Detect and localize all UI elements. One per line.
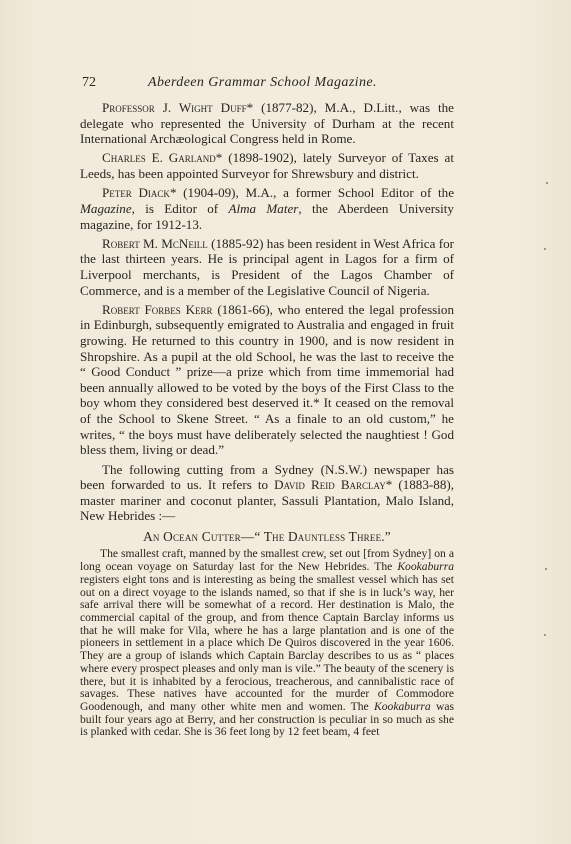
paragraph-text: (1877-82), M.A., D.Litt., was the delegate who represented the University of Durham at the recent International Archæological Congress held in Rome. (80, 100, 454, 147)
cutting-paragraph (80, 548, 454, 739)
paragraph-diack (80, 185, 454, 232)
page-header (82, 75, 474, 93)
paragraph-text: (1898-1902), lately Surveyor of Taxes at Leeds, has been appointed Surveyor for Shrewsbury and district. (80, 150, 454, 182)
paper-speck (544, 634, 546, 636)
running-title: Aberdeen Grammar School Magazine. (148, 75, 377, 90)
person-name: Robert Forbes Kerr (102, 301, 213, 317)
cutting-text: The smallest craft, manned by the smallest crew, set out [from Sydney] on a long ocean voyage on Saturday last for the New Hebrides. The (80, 547, 454, 574)
ship-name: Kookaburra (397, 560, 454, 574)
paragraph-text: (1904-09), M.A., a former School Editor of the (176, 185, 454, 201)
newspaper-cutting (80, 548, 454, 739)
person-name: Robert M. McNeill (102, 235, 208, 251)
page-number: 72 (82, 75, 96, 90)
paper-speck (545, 568, 547, 570)
person-name: David Reid Barclay (274, 477, 386, 493)
paragraph-barclay-intro (80, 462, 454, 524)
person-name: Charles E. Garland (102, 150, 216, 166)
person-name: Peter Diack (102, 185, 170, 201)
paragraph-kerr (80, 302, 454, 458)
paragraph-text: The following cutting from a Sydney (N.S.W.) newspaper has been forwarded to us. It refers to (80, 461, 454, 493)
name-marker: * (385, 477, 393, 493)
paper-speck (544, 248, 546, 250)
paper-speck (546, 182, 548, 184)
italic-title: Magazine (80, 200, 132, 216)
cutting-text: was built four years ago at Berry, and her construction is peculiar in so much as she is planked with cedar. She is 36 feet long by 12 feet beam, 4 feet (80, 699, 455, 739)
cutting-text: registers eight tons and is interesting as being the smallest vessel which has set out on a direct voyage to the islands named, so that if she is in luck’s way, her safe arrival there will be somewhat of a record. Her destination is Malo, the commercial capital of the group, and from thence Captain Barclay informs us that he will make for Vila, where he has a large plantation and is one of the pioneers in settlement in a place which De Quiros discovered in the year 1606. They are a group of islands which Captain Barclay describes to us as “ places where every prospect pleases and only man is vile.” The beauty of the scenery is there, but it is inhabited by a ferocious, treacherous, and cannibalistic race of savages. These natives have accounted for the murder of Commodore Goodenough, and many other white men and women. The (80, 572, 454, 713)
article-body (80, 100, 454, 739)
paragraph-text: , the Aberdeen University magazine, for 1912-13. (80, 200, 454, 232)
paragraph-text: (1883-88), master mariner and coconut planter, Sassuli Plantation, Malo Island, New Hebrides :— (80, 477, 454, 524)
paragraph-text: (1885-92) has been resident in West Africa for the last thirteen years. He is principal agent in Lagos for a firm of Liverpool merchants, is President of the Lagos Chamber of Commerce, and is a member of the Legislative Council of Nigeria. (80, 235, 454, 298)
ship-name: Kookaburra (374, 699, 431, 713)
name-marker: * (215, 150, 223, 166)
paragraph-wight-duff (80, 100, 454, 147)
paragraph-text: , is Editor of (131, 200, 229, 216)
name-marker: * (169, 185, 177, 201)
cutting-title: An Ocean Cutter—“ The Dauntless Three.” (143, 528, 391, 544)
italic-title: Alma Mater (228, 200, 299, 216)
paragraph-text: (1861-66), who entered the legal profession in Edinburgh, subsequently emigrated to Australia and engaged in fruit growing. He returned to this country in 1900, and is now resident in Shropshire. As a pupil at the old School, he was the last to receive the “ Good Conduct ” prize—a prize which from time immemorial had been annually allowed to be voted by the boys of the First Class to the boy whom they considered best deserved it.* It ceased on the removal of the School to Skene Street. “ As a finale to an old custom,” he writes, “ the boys must have deliberately selected the naughtiest ! God bless them, living or dead.” (80, 301, 454, 458)
paragraph-garland (80, 150, 454, 181)
person-name: Professor J. Wight Duff (102, 100, 247, 115)
paragraph-mcneill (80, 236, 454, 298)
name-marker: * (246, 100, 254, 115)
